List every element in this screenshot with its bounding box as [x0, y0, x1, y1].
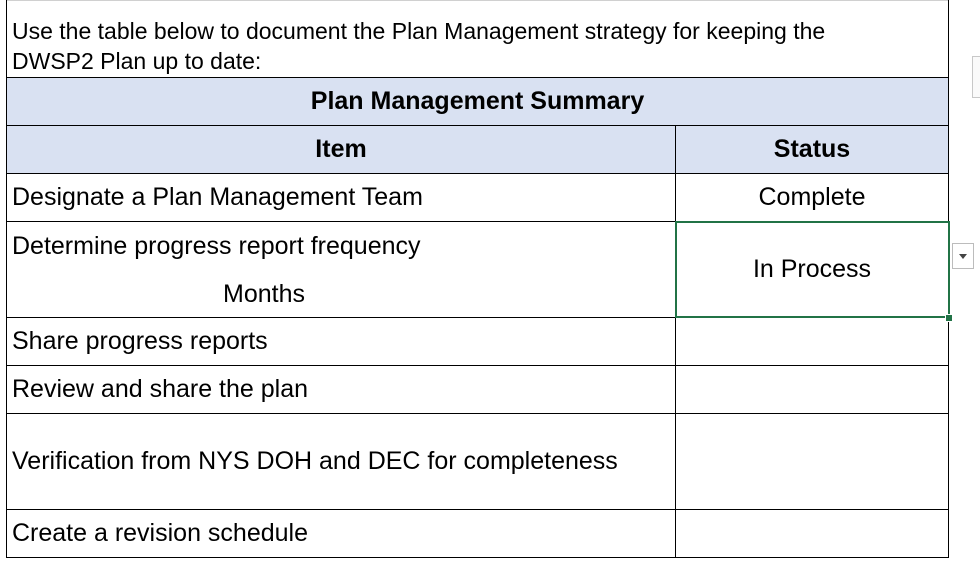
item-cell[interactable] [7, 222, 676, 317]
fill-handle[interactable] [945, 314, 953, 322]
scrollbar-edge[interactable] [972, 56, 980, 98]
item-label: Determine progress report frequency [12, 232, 421, 260]
intro-line-2: DWSP2 Plan up to date: [12, 48, 262, 74]
status-cell[interactable] [676, 510, 948, 557]
item-cell[interactable]: Share progress reports [7, 318, 676, 365]
item-cell[interactable]: Designate a Plan Management Team [7, 174, 676, 221]
table-row [6, 222, 949, 318]
item-cell[interactable]: Verification from NYS DOH and DEC for completeness [7, 414, 676, 509]
table-row [6, 174, 949, 222]
status-cell[interactable]: In Process [752, 255, 872, 283]
table-title[interactable]: Plan Management Summary [310, 87, 645, 115]
header-item[interactable]: Item [7, 126, 676, 173]
status-cell[interactable] [676, 318, 948, 365]
status-cell[interactable]: Complete [758, 183, 866, 211]
header-status[interactable]: Status [773, 135, 851, 163]
status-cell[interactable] [676, 366, 948, 413]
intro-text[interactable] [6, 0, 949, 77]
item-cell[interactable]: Review and share the plan [7, 366, 676, 413]
status-cell[interactable] [676, 414, 948, 509]
item-sub-label: Months [223, 280, 305, 308]
table-row [6, 510, 949, 558]
item-cell[interactable]: Create a revision schedule [7, 510, 676, 557]
table-title-row [6, 77, 949, 126]
validation-dropdown-button[interactable] [952, 243, 974, 269]
chevron-down-icon [959, 254, 967, 259]
table-row [6, 318, 949, 366]
table-row [6, 366, 949, 414]
intro-line-1: Use the table below to document the Plan Management strategy for keeping the [12, 18, 826, 44]
table-header-row [6, 126, 949, 174]
table-row [6, 414, 949, 510]
